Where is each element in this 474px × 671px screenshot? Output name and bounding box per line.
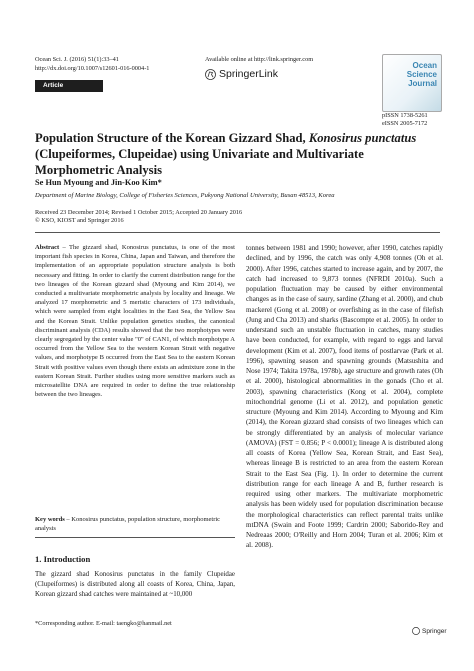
copyright: © KSO, KIOST and Springer 2016 — [35, 217, 124, 225]
abstract-text: – The gizzard shad, Konosirus punctatus, is one of the most important fish species in Korea, China, Japan and Taiwan, and therefore the implementation of an appropriate population structure analysis is both necessary and fitting. In order to clarify the current distribution range for the two lineages of the Korean gizzard shad (Myoung and Kim 2014), we conducted a multivariate morphometric analysis by locality and lineage. We analyzed 17 morphometric and 5 meristic characters of 173 individuals, which were sampled from eight localities in the East Sea, the Yellow Sea and the Korean Strait. Unlike population genetics studies, the canonical discriminant analysis (CDA) results showed that the two morphotypes were clearly segregated by the center value "0" of CAN1, of which morphotype A occurred from the Yellow Sea to the western Korean Strait with negative values, and morphotype B occurred from the East Sea to the eastern Korean Strait with positive values even though there exists an admixture zone in the eastern Korean Strait. Further studies using more sensitive markers such as microsatellite DNA are required in order to define the true relationship between the two lineages. — [35, 244, 235, 399]
title-species: Konosirus punctatus — [308, 131, 417, 145]
pissn: pISSN 1738-5261 — [382, 112, 428, 119]
received-dates: Received 23 December 2014; Revised 1 October 2015; Accepted 20 January 2016 — [35, 209, 243, 216]
body-right-column: tonnes between 1981 and 1990; however, after 1990, catches rapidly declined, and by 1996, the catch was only 4,908 tonnes (Oh et al. 2000). After 1996, catches started to increase again, and by 2007, the catch had increased to 9,873 tonnes (NFRDI 2010a). Such a population fluctuation may be caused by either environmental changes as in the case of saury, sardine (Zhang et al. 2000), and chub mackerel (Gong et al. 2008) or overfishing as in the case of filefish (Jung and Cha 2013) and sharks (Bascompte et al. 2005). In order to understand such an unstable fluctuation in catches, many studies have been conducted, for example, with regard to eggs and larval development (Kim et al. 2007), food items of postlarvae (Park et al. 1996), spawning season and spawning grounds (Matsushita and Nose 1974; Takita 1978a, 1978b), age structure and growth rates (Oh et al. 2000), histological abnormalities in the gonads (Cho et al. 2003), spawning characteristics (Kong et al. 2004), complete mitochondrial genome (Li et al. 2012), and population genetic structure (Myoung and Kim 2014). According to Myoung and Kim (2014), the Korean gizzard shad consists of two lineages which can be strongly differentiated by an analysis of molecular variance (AMOVA) (FST = 0.856; P < 0.0001); lineage A is distributed along all coasts of Korea (Yellow Sea, Korean Strait, and East Sea), whereas lineage B is restricted to an area from the eastern Korean Strait to the East Sea (Fig. 1). In order to determine the current distribution range for each lineage A and B, further research is required using other markers. The multivariate morphometric analysis has been widely used for population discrimination because the morphological characteristics can reflect parental traits unlike mtDNA (Swain and Foote 1999; Cardrin 2000; Saborido-Rey and Nedreaas 2000; O'Reilly and Horn 2004; Turan et al. 2006; Kim et al. 2008). — [246, 244, 443, 550]
springer-horse-icon — [205, 69, 216, 80]
springer-url[interactable]: Available online at http://link.springer.com — [205, 56, 314, 63]
eissn: eISSN 2005-7172 — [382, 120, 428, 127]
journal-cover-thumbnail — [382, 54, 442, 112]
keywords-text: – Konosirus punctatus, population structure, morphometric analysis — [35, 516, 221, 532]
abstract — [35, 243, 235, 399]
springerlink-label: SpringerLink — [219, 68, 278, 80]
intro-paragraph: The gizzard shad Konosirus punctatus in the family Clupeidae (Clupeiformes) is distributed along all coasts of Korea, China, Japan, — [35, 571, 235, 588]
journal-reference: Ocean Sci. J. (2016) 51(1):33–41 — [35, 56, 119, 63]
cover-title-line3: Journal — [408, 79, 437, 88]
keywords — [35, 515, 235, 533]
title-part1: Population Structure of the Korean Gizzard Shad, — [35, 131, 309, 145]
section-heading-introduction: 1. Introduction — [35, 554, 91, 564]
springerlink-logo — [205, 68, 278, 80]
issn-block — [382, 112, 428, 128]
affiliation: Department of Marine Biology, College of Fisheries Sciences, Pukyong National University, Busan 48513, Korea — [35, 192, 335, 199]
springer-footer-label: Springer — [422, 627, 447, 635]
article-title — [35, 130, 445, 178]
springer-horse-icon-small — [412, 627, 420, 635]
keywords-label: Key words — [35, 516, 65, 523]
intro-paragraph-2: Korean gizzard shad catches were maintained at ~10,000 — [35, 591, 193, 598]
abstract-divider — [35, 537, 235, 538]
doi-link[interactable]: http://dx.doi.org/10.1007/s12601-016-0004-1 — [35, 65, 150, 72]
springer-footer-logo — [412, 627, 447, 635]
cover-title-line1: Ocean — [412, 61, 437, 70]
cover-title-line2: Science — [406, 70, 437, 79]
dates-block — [35, 209, 242, 226]
abstract-label: Abstract — [35, 244, 60, 251]
title-part2: (Clupeiformes, Clupeidae) using Univariate and Multivariate Morphometric Analysis — [35, 147, 364, 177]
article-type-badge: Article — [35, 80, 103, 92]
authors: Se Hun Myoung and Jin-Koo Kim* — [35, 178, 162, 187]
corresponding-author-footnote: *Corresponding author. E-mail: taengko@hanmail.net — [35, 620, 172, 627]
divider — [35, 232, 440, 233]
